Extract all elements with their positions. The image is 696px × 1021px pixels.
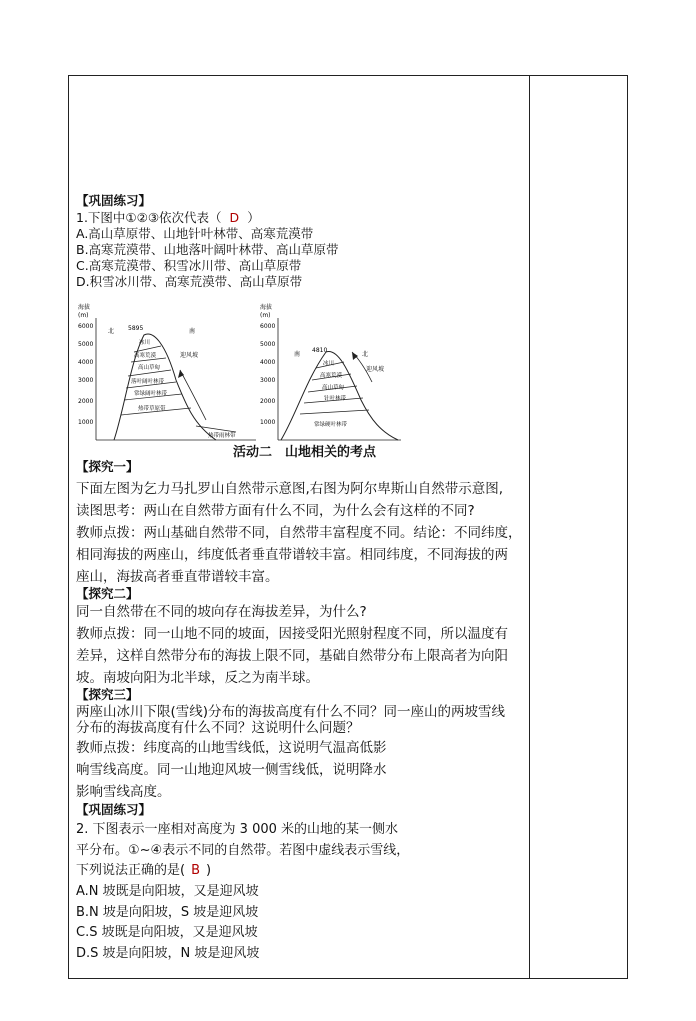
right-tick: 4000 [260, 359, 276, 366]
right-ylabel: 海拔 [260, 304, 273, 311]
left-belt: 高山草甸 [138, 365, 161, 371]
inquiry3-line: 分布的海拔高度有什么不同？这说明什么问题？ [76, 720, 360, 736]
inquiry2-line: 同一自然带在不同的坡向存在海拔差异，为什么? [76, 604, 367, 620]
left-tick: 2000 [78, 398, 94, 405]
inquiry1-line: 下面左图为乞力马扎罗山自然带示意图,右图为阿尔卑斯山自然带示意图, [76, 481, 504, 497]
option-c: C.高寒荒漠带、积雪冰川带、高山草原带 [76, 258, 302, 273]
left-diagram [78, 303, 256, 440]
inquiry3-heading: 【探究三】 [76, 687, 139, 702]
inquiry2-line: 差异，这样自然带分布的海拔上限不同，基础自然带分布上限高者为向阳 [76, 648, 508, 664]
right-tick: 5000 [260, 341, 276, 348]
left-belt: 常绿阔叶林带 [134, 391, 168, 397]
question-1 [76, 210, 260, 226]
left-tick: 1000 [78, 419, 94, 426]
option-a: A.N 坡既是向阳坡，又是迎风坡 [76, 884, 259, 899]
option-b: B.N 坡是向阳坡，S 坡是迎风坡 [76, 905, 259, 920]
right-belt: 高山草甸 [322, 385, 345, 391]
question-2-line1: 2. 下图表示一座相对高度为 3 000 米的山地的某一侧水 [76, 822, 399, 837]
right-peak: 4810 [312, 347, 328, 354]
right-windward: 迎风坡 [366, 366, 385, 373]
inquiry2-line: 坡。南坡向阳为北半球，反之为南半球。 [76, 670, 319, 686]
question-2-line2: 平分布。①~④表示不同的自然带。若图中虚线表示雪线， [76, 843, 410, 858]
right-tick: 1000 [260, 419, 276, 426]
inquiry3-line: 两座山冰川下限(雪线)分布的海拔高度有什么不同？同一座山的两坡雪线 [76, 704, 506, 720]
question-suffix: ） [247, 210, 260, 225]
option-b: B.高寒荒漠带、山地落叶阔叶林带、高山草原带 [76, 242, 339, 257]
inquiry1-line: 读图思考：两山在自然带方面有什么不同，为什么会有这样的不同? [76, 503, 475, 519]
inquiry2-line: 教师点拨：同一山地不同的坡面，因接受阳光照射程度不同，所以温度有 [76, 626, 508, 642]
activity-title: 活动二 山地相关的考点 [233, 445, 377, 460]
inquiry1-line: 相同海拔的两座山，纬度低者垂直带谱较丰富。相同纬度，不同海拔的两 [76, 547, 508, 563]
left-belt: 落叶阔叶林带 [131, 379, 165, 385]
option-a: A.高山草原带、山地针叶林带、高寒荒漠带 [76, 226, 314, 241]
left-windward: 迎风坡 [180, 352, 199, 359]
answer: B [191, 863, 200, 878]
left-tick: 5000 [78, 341, 94, 348]
inquiry3-line: 影响雪线高度。 [76, 784, 171, 800]
inquiry3-line: 响雪线高度。同一山地迎风坡一侧雪线低，说明降水 [76, 762, 387, 778]
inquiry1-line: 教师点拨：两山基础自然带不同，自然带丰富程度不同。结论：不同纬度， [76, 525, 522, 541]
left-tick: 6000 [78, 323, 94, 330]
left-peak: 5895 [128, 325, 144, 332]
inquiry2-heading: 【探究二】 [76, 586, 139, 601]
question-2-prompt [76, 863, 211, 879]
left-belt: 热带草原带 [138, 406, 166, 412]
left-tick: 4000 [78, 359, 94, 366]
answer: D [229, 210, 240, 225]
option-d: D.积雪冰川带、高寒荒漠带、高山草原带 [76, 274, 303, 289]
right-tick: 6000 [260, 323, 276, 330]
table-column-divider [529, 75, 530, 979]
right-diagram [260, 303, 401, 440]
inquiry1-line: 座山，海拔高者垂直带谱较丰富。 [76, 569, 279, 585]
section2-heading: 【巩固练习】 [76, 802, 152, 817]
left-yunit: (m) [78, 312, 89, 319]
left-south: 南 [189, 328, 196, 335]
right-south: 南 [294, 351, 301, 358]
right-yunit: (m) [260, 312, 271, 319]
question-text: 1.下图中①②③依次代表（ [76, 210, 222, 225]
question-text: 下列说法正确的是( [76, 863, 186, 878]
right-belt: 冰川 [323, 361, 335, 367]
inquiry3-line: 教师点拨：纬度高的山地雪线低，这说明气温高低影 [76, 740, 387, 756]
left-belt: 高寒荒漠 [134, 353, 157, 359]
right-belt: 常绿硬叶林带 [314, 422, 348, 428]
left-ylabel: 海拔 [78, 304, 91, 311]
inquiry1-heading: 【探究一】 [76, 459, 139, 474]
left-belt: 热带雨林带 [208, 433, 236, 439]
left-north: 北 [108, 328, 115, 335]
option-d: D.S 坡是向阳坡，N 坡是迎风坡 [76, 946, 260, 961]
left-tick: 3000 [78, 377, 94, 384]
left-belt: 冰川 [139, 340, 151, 346]
option-c: C.S 坡既是向阳坡，又是迎风坡 [76, 925, 258, 940]
right-tick: 3000 [260, 377, 276, 384]
question-suffix: ) [206, 863, 212, 878]
right-tick: 2000 [260, 398, 276, 405]
section-heading: 【巩固练习】 [76, 193, 152, 208]
mountain-zonation-figure [76, 300, 406, 450]
right-belt: 针叶林带 [324, 396, 347, 402]
right-north: 北 [362, 351, 369, 358]
right-belt: 高寒荒漠 [320, 373, 343, 379]
